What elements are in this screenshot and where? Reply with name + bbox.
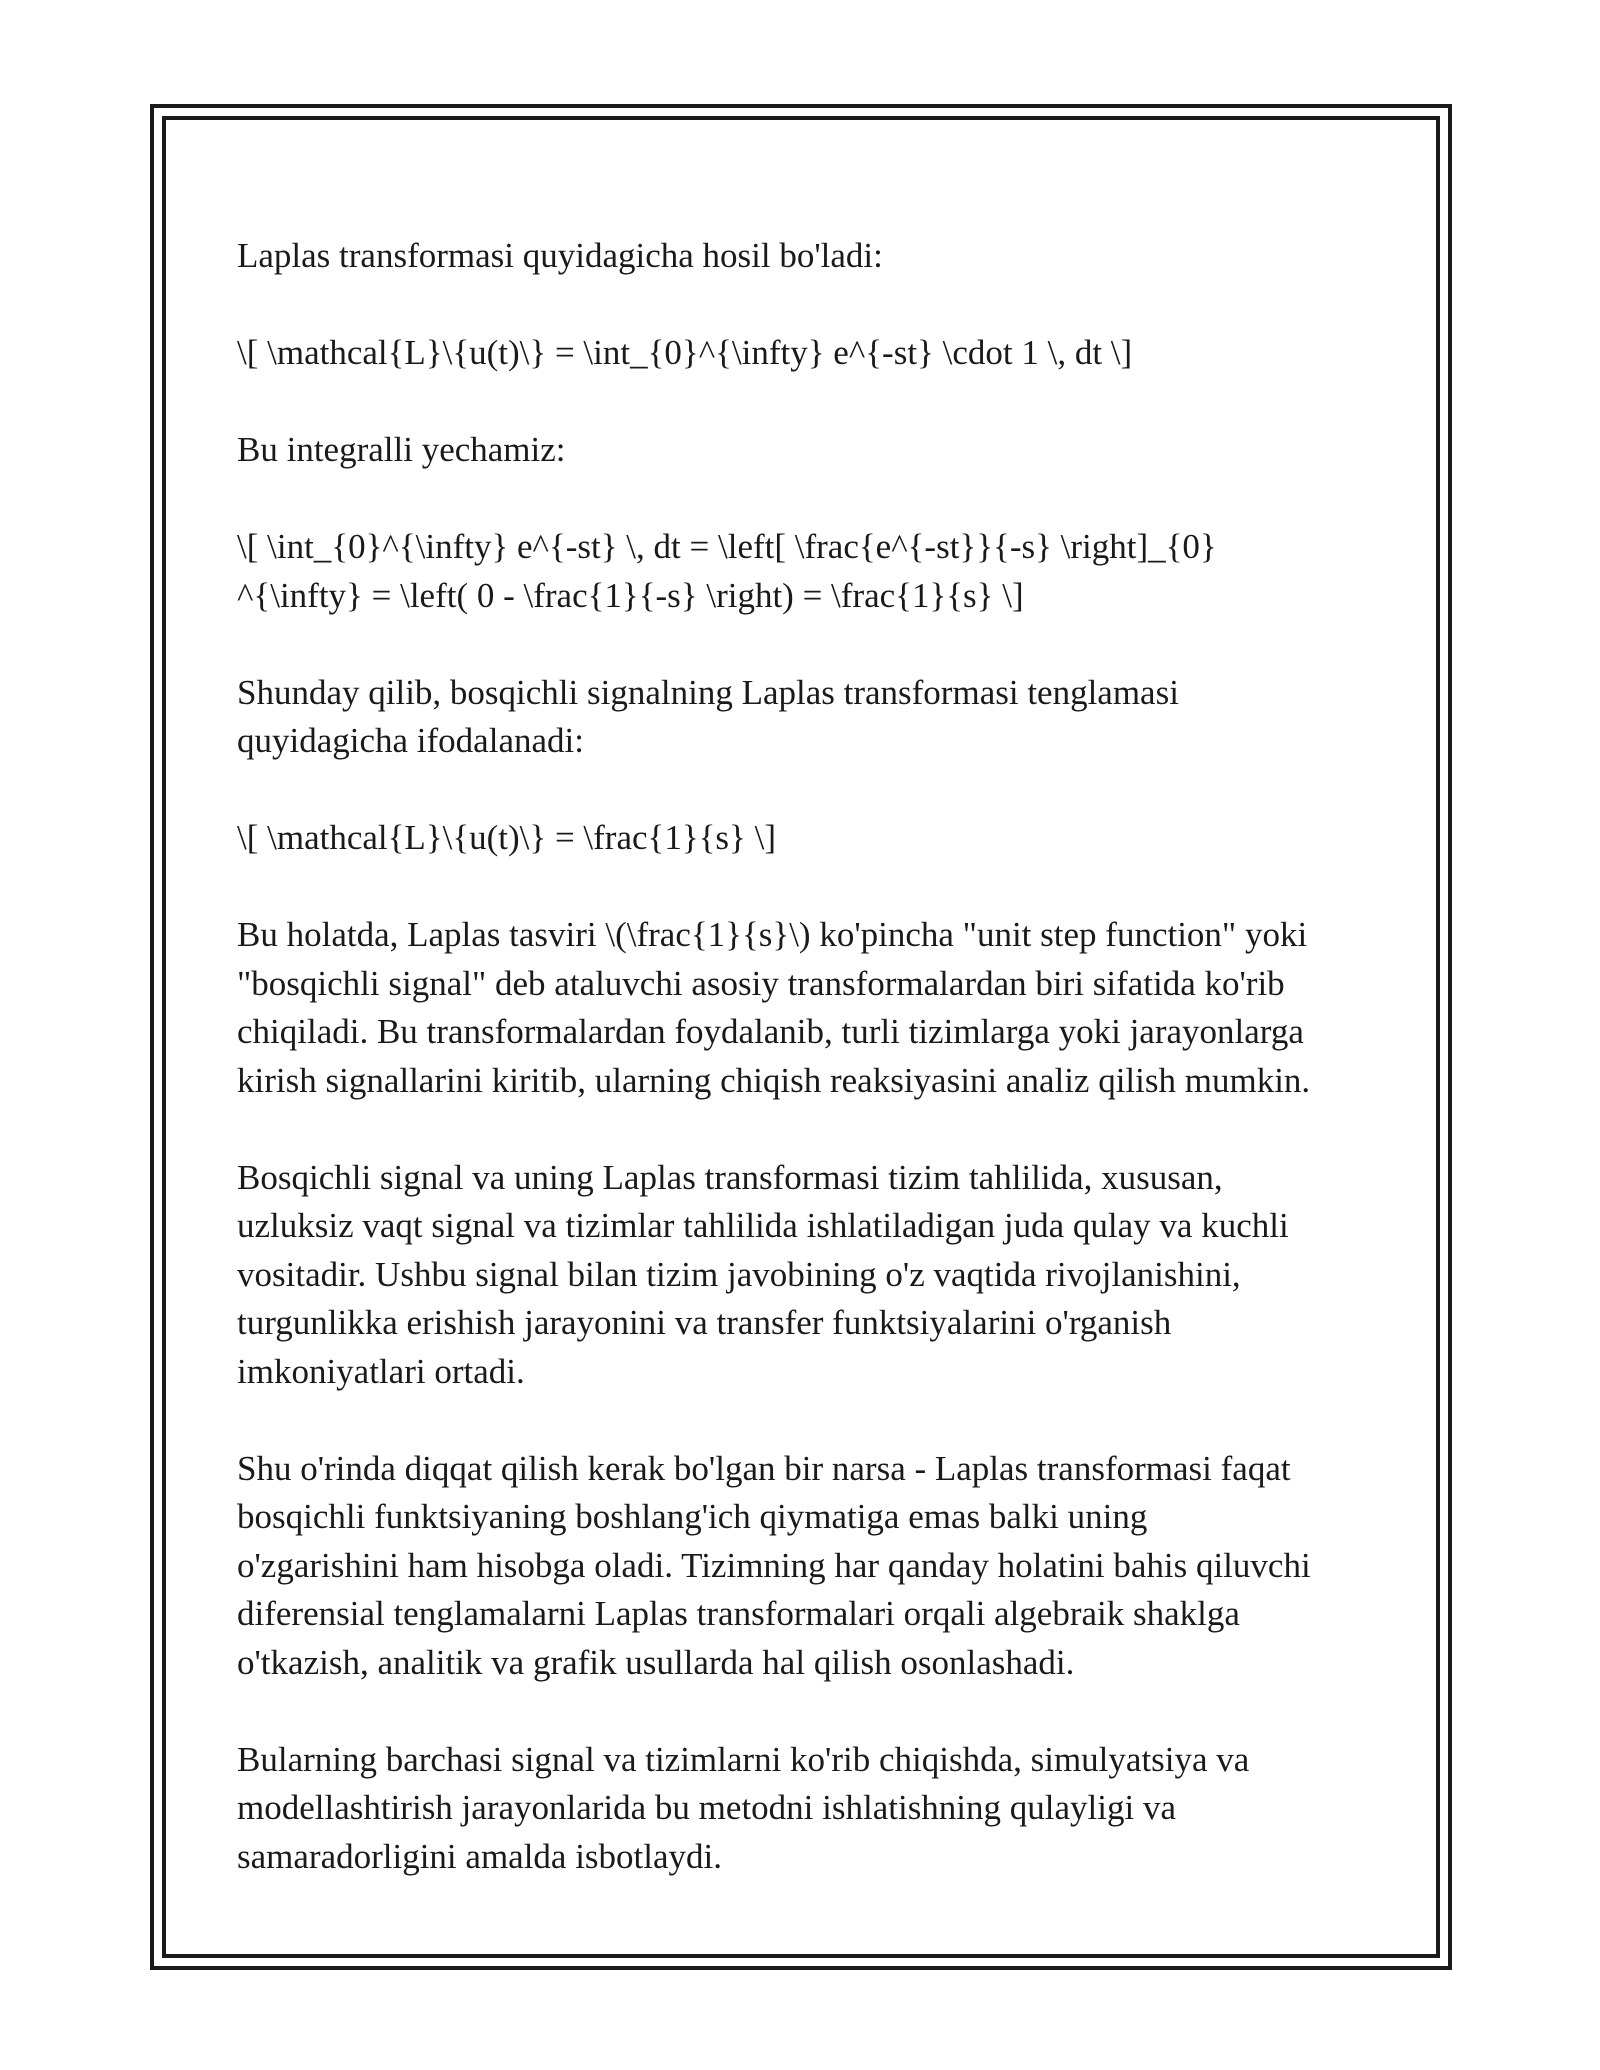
- text-line: samaradorligini amalda isbotlaydi.: [237, 1836, 723, 1876]
- text-line: "bosqichli signal" deb ataluvchi asosiy transformalardan biri sifatida ko'rib: [237, 963, 1285, 1003]
- text-line: Bosqichli signal va uning Laplas transformasi tizim tahlilida, xususan,: [237, 1157, 1223, 1197]
- paragraph-summary: [237, 1736, 1387, 1882]
- text-line: uzluksiz vaqt signal va tizimlar tahlilida ishlatiladigan juda qulay va kuchli: [237, 1206, 1289, 1245]
- text-line: imkoniyatlari ortadi.: [237, 1351, 525, 1391]
- paragraph-conclusion: [237, 669, 1387, 766]
- paragraph-system-analysis: [237, 1154, 1387, 1397]
- text-line: turgunlikka erishish jarayonini va transfer funktsiyalarini o'rganish: [237, 1303, 1172, 1342]
- paragraph-solve: [237, 426, 1387, 475]
- equation-line: \[ \mathcal{L}\{u(t)\} = \int_{0}^{\infty} e^{-st} \cdot 1 \, dt \]: [237, 333, 1133, 372]
- paragraph-unit-step: [237, 911, 1387, 1105]
- equation-line: \[ \mathcal{L}\{u(t)\} = \frac{1}{s} \]: [237, 818, 776, 857]
- text-line: chiqiladi. Bu transformalardan foydalanib, turli tizimlarga yoki jarayonlarga: [237, 1012, 1304, 1051]
- document-body: [237, 232, 1387, 1881]
- text-line: o'tkazish, analitik va grafik usullarda hal qilish osonlashadi.: [237, 1642, 1075, 1682]
- text-line: Bu integralli yechamiz:: [237, 430, 566, 469]
- text-line: Shu o'rinda diqqat qilish kerak bo'lgan bir narsa - Laplas transformasi faqat: [237, 1448, 1291, 1488]
- text-line: vositadir. Ushbu signal bilan tizim javobining o'z vaqtida rivojlanishini,: [237, 1254, 1241, 1294]
- text-line: quyidagicha ifodalanadi:: [237, 721, 584, 760]
- text-line: o'zgarishini ham hisobga oladi. Tizimning har qanday holatini bahis qiluvchi: [237, 1545, 1311, 1585]
- text-line: Bu holatda, Laplas tasviri \(\frac{1}{s}\) ko'pincha "unit step function" yoki: [237, 915, 1308, 954]
- text-line: kirish signallarini kiritib, ularning chiqish reaksiyasini analiz qilish mumkin.: [237, 1060, 1311, 1100]
- equation-integral-solution: [237, 523, 1387, 620]
- text-line: bosqichli funktsiyaning boshlang'ich qiymatiga emas balki uning: [237, 1497, 1148, 1536]
- equation-line: \[ \int_{0}^{\infty} e^{-st} \, dt = \left[ \frac{e^{-st}}{-s} \right]_{0}: [237, 527, 1217, 566]
- text-line: Shunday qilib, bosqichli signalning Laplas transformasi tenglamasi: [237, 672, 1179, 712]
- text-line: diferensial tenglamalarni Laplas transformalari orqali algebraik shaklga: [237, 1594, 1240, 1633]
- equation-line: ^{\infty} = \left( 0 - \frac{1}{-s} \right) = \frac{1}{s} \]: [237, 575, 1024, 615]
- text-line: Laplas transformasi quyidagicha hosil bo'ladi:: [237, 236, 883, 275]
- paragraph-intro: [237, 232, 1387, 281]
- text-line: modellashtirish jarayonlarida bu metodni ishlatishning qulayligi va: [237, 1788, 1177, 1827]
- text-line: Bularning barchasi signal va tizimlarni ko'rib chiqishda, simulyatsiya va: [237, 1739, 1250, 1779]
- paragraph-note: [237, 1445, 1387, 1688]
- equation-laplas-result: [237, 814, 1387, 863]
- equation-laplas-definition: [237, 329, 1387, 378]
